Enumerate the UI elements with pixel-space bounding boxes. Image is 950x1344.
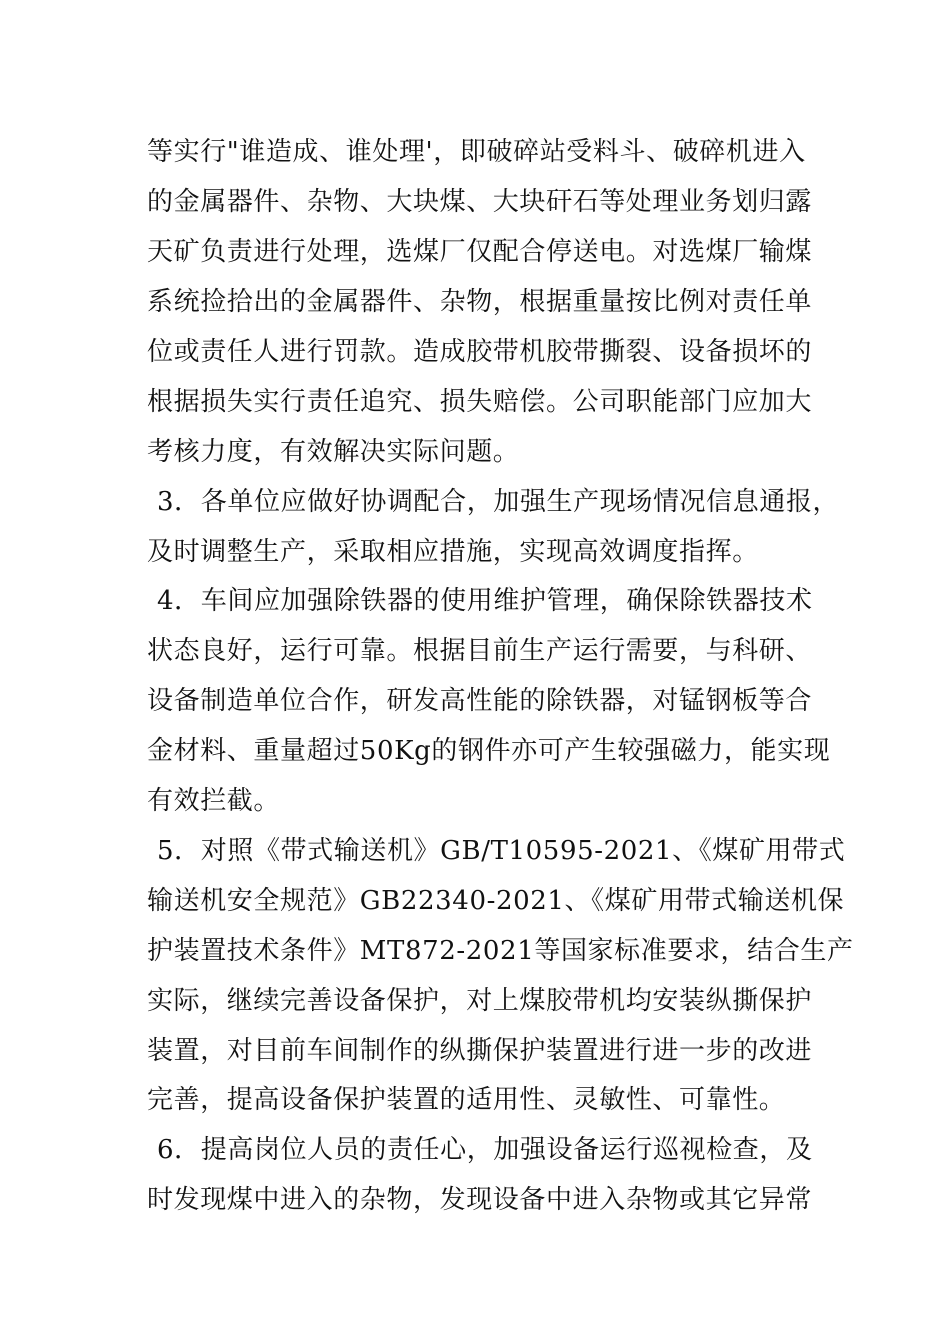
list-item-6-first-line: 6．提高岗位人员的责任心，加强设备运行巡视检查，及 — [157, 1135, 813, 1165]
list-item-4-first-line: 4．车间应加强除铁器的使用维护管理，确保除铁器技术 — [157, 586, 813, 616]
text-line: 的金属器件、杂物、大块煤、大块矸石等处理业务划归露 — [147, 187, 813, 217]
text-line: 完善，提高设备保护装置的适用性、灵敏性、可靠性。 — [147, 1085, 786, 1115]
text-line: 装置，对目前车间制作的纵撕保护装置进行进一步的改进 — [147, 1036, 813, 1066]
text-line: 时发现煤中进入的杂物，发现设备中进入杂物或其它异常 — [147, 1185, 813, 1215]
text-line: 护装置技术条件》MT872-2021等国家标准要求，结合生产 — [147, 936, 854, 966]
text-line: 系统捡拾出的金属器件、杂物，根据重量按比例对责任单 — [147, 287, 813, 317]
text-line: 实际，继续完善设备保护，对上煤胶带机均安装纵撕保护 — [147, 986, 813, 1016]
text-line: 等实行"谁造成、谁处理'，即破碎站受料斗、破碎机进入 — [147, 137, 806, 167]
text-line: 天矿负责进行处理，选煤厂仅配合停送电。对选煤厂输煤 — [147, 237, 813, 267]
text-line: 根据损失实行责任追究、损失赔偿。公司职能部门应加大 — [147, 387, 813, 417]
list-item-3-first-line: 3．各单位应做好协调配合，加强生产现场情况信息通报， — [157, 487, 840, 517]
text-line: 状态良好，运行可靠。根据目前生产运行需要，与科研、 — [147, 636, 813, 666]
text-line: 及时调整生产，采取相应措施，实现高效调度指挥。 — [147, 537, 759, 567]
text-line: 设备制造单位合作，研发高性能的除铁器，对锰钢板等合 — [147, 686, 813, 716]
text-line: 输送机安全规范》GB22340-2021、《煤矿用带式输送机保 — [147, 886, 845, 916]
text-line: 位或责任人进行罚款。造成胶带机胶带撕裂、设备损坏的 — [147, 337, 813, 367]
text-line: 考核力度，有效解决实际问题。 — [147, 437, 520, 467]
list-item-5-first-line: 5．对照《带式输送机》GB/T10595-2021、《煤矿用带式 — [157, 836, 846, 866]
text-line: 有效拦截。 — [147, 786, 281, 816]
text-line: 金材料、重量超过50Kg的钢件亦可产生较强磁力，能实现 — [147, 736, 831, 766]
